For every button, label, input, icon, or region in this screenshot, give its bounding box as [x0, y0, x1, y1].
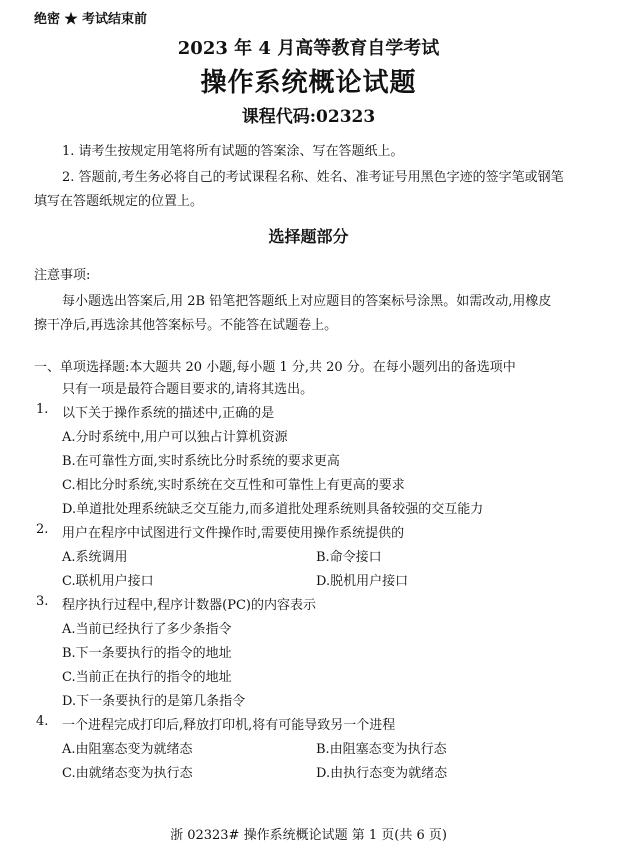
- option-b: B.由阻塞态变为执行态: [316, 742, 447, 757]
- notice-line-2: 擦干净后,再选涂其他答案标号。不能答在试题卷上。: [34, 318, 338, 333]
- option-d: D.脱机用户接口: [316, 574, 409, 589]
- option-b: B.下一条要执行的指令的地址: [62, 646, 232, 661]
- question-number: 3.: [36, 594, 49, 609]
- option-d: D.下一条要执行的是第几条指令: [62, 694, 246, 709]
- option-c: C.当前正在执行的指令的地址: [62, 670, 232, 685]
- question-number: 2.: [36, 522, 49, 537]
- question-text: 用户在程序中试图进行文件操作时,需要使用操作系统提供的: [62, 526, 405, 541]
- question-number: 4.: [36, 714, 49, 729]
- instruction-2-cont: 填写在答题纸规定的位置上。: [34, 194, 204, 209]
- page-title: 操作系统概论试题: [200, 68, 417, 98]
- option-a: A.系统调用: [62, 550, 128, 565]
- page-footer: 浙 02323# 操作系统概论试题 第 1 页(共 6 页): [170, 828, 447, 843]
- notice-label: 注意事项:: [34, 268, 91, 283]
- part-heading-line-2: 只有一项是最符合题目要求的,请将其选出。: [62, 382, 314, 397]
- question-text: 一个进程完成打印后,释放打印机,将有可能导致另一个进程: [62, 718, 396, 733]
- option-a: A.当前已经执行了多少条指令: [62, 622, 232, 637]
- confidentiality-mark: 绝密 ★ 考试结束前: [34, 12, 148, 27]
- section-title: 选择题部分: [268, 227, 349, 246]
- instruction-2: 2. 答题前,考生务必将自己的考试课程名称、姓名、准考证号用黑色字迹的签字笔或钢笔: [62, 170, 564, 185]
- option-b: B.在可靠性方面,实时系统比分时系统的要求更高: [62, 454, 340, 469]
- option-a: A.分时系统中,用户可以独占计算机资源: [62, 430, 288, 445]
- option-a: A.由阻塞态变为就绪态: [62, 742, 193, 757]
- option-c: C.相比分时系统,实时系统在交互性和可靠性上有更高的要求: [62, 478, 405, 493]
- option-b: B.命令接口: [316, 550, 382, 565]
- course-code: 课程代码:02323: [241, 107, 376, 127]
- instruction-1: 1. 请考生按规定用笔将所有试题的答案涂、写在答题纸上。: [62, 144, 404, 159]
- option-c: C.联机用户接口: [62, 574, 154, 589]
- option-d: D.单道批处理系统缺乏交互能力,而多道批处理系统则具备较强的交互能力: [62, 502, 484, 517]
- question-text: 程序执行过程中,程序计数器(PC)的内容表示: [62, 598, 316, 613]
- option-d: D.由执行态变为就绪态: [316, 766, 448, 781]
- question-text: 以下关于操作系统的描述中,正确的是: [62, 406, 275, 421]
- question-number: 1.: [36, 402, 49, 417]
- exam-session: 2023 年 4 月高等教育自学考试: [177, 38, 440, 59]
- notice-line-1: 每小题选出答案后,用 2B 铅笔把答题纸上对应题目的答案标号涂黑。如需改动,用橡皮: [62, 294, 552, 309]
- part-heading-line-1: 一、单项选择题:本大题共 20 小题,每小题 1 分,共 20 分。在每小题列出的备选项中: [34, 360, 516, 375]
- option-c: C.由就绪态变为执行态: [62, 766, 193, 781]
